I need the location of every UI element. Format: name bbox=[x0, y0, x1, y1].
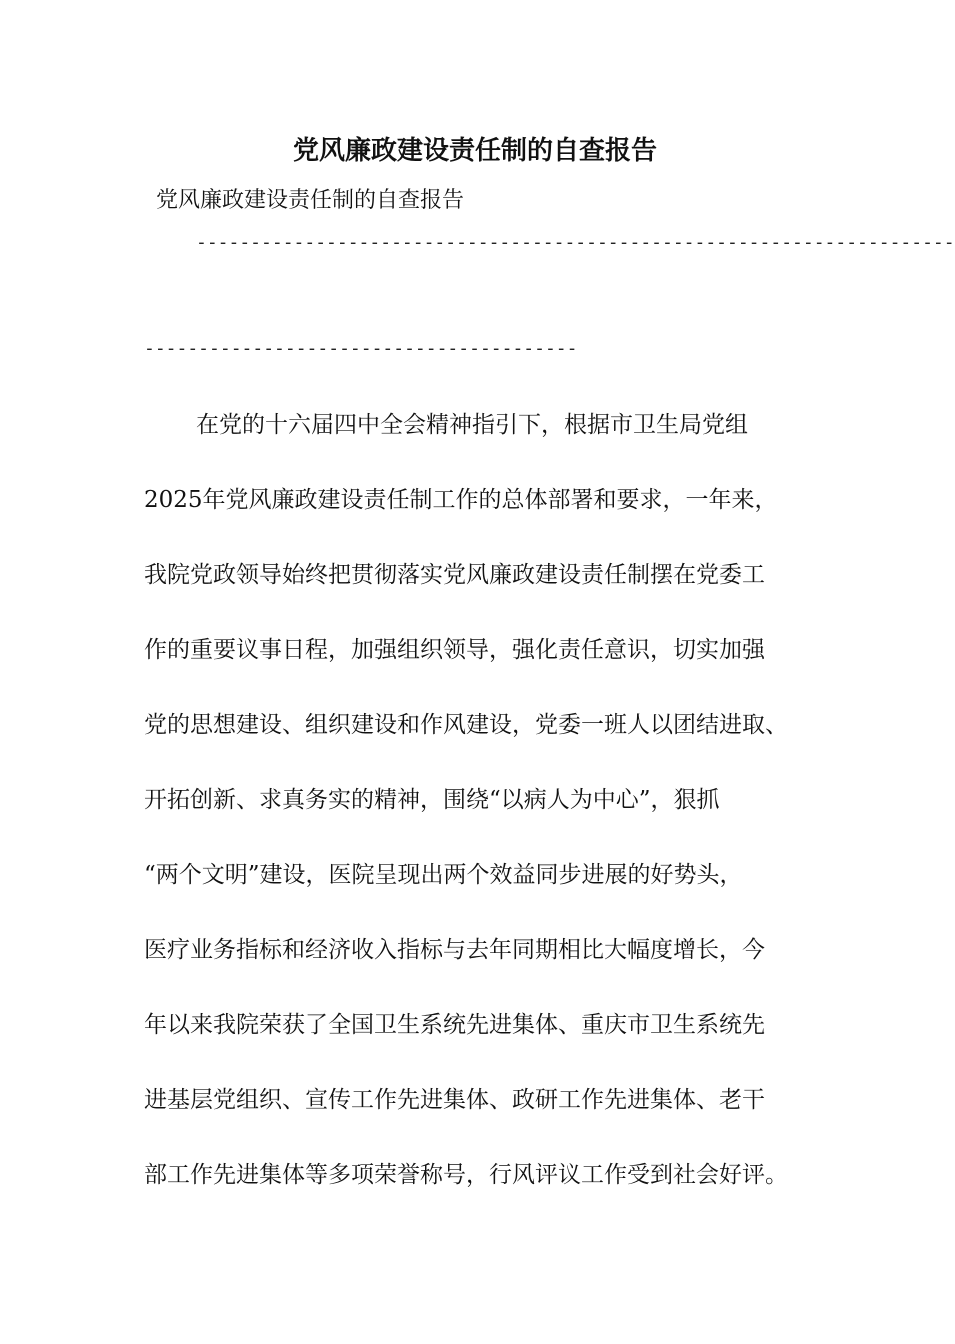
paragraph-line: 年以来我院荣获了全国卫生系统先进集体、重庆市卫生系统先 bbox=[144, 1012, 765, 1038]
paragraph-line: 作的重要议事日程，加强组织领导，强化责任意识，切实加强 bbox=[144, 637, 765, 663]
paragraph-line: “两个文明”建设，医院呈现出两个效益同步进展的好势头， bbox=[144, 862, 743, 888]
paragraph-line: 开拓创新、求真务实的精神，围绕“以病人为中心”，狠抓 bbox=[144, 787, 720, 813]
paragraph-line: 党的思想建设、组织建设和作风建设，党委一班人以团结进取、 bbox=[144, 712, 788, 738]
paragraph-line: 部工作先进集体等多项荣誉称号，行风评议工作受到社会好评。 bbox=[144, 1162, 788, 1188]
paragraph-line: 我院党政领导始终把贯彻落实党风廉政建设责任制摆在党委工 bbox=[144, 562, 765, 588]
paragraph-line: 医疗业务指标和经济收入指标与去年同期相比大幅度增长，今 bbox=[144, 937, 765, 963]
paragraph-line: 在党的十六届四中全会精神指引下，根据市卫生局党组 bbox=[196, 412, 748, 438]
document-subtitle: 党风廉政建设责任制的自查报告 bbox=[156, 188, 465, 213]
paragraph-line: 进基层党组织、宣传工作先进集体、政研工作先进集体、老干 bbox=[144, 1087, 765, 1113]
document-title: 党风廉政建设责任制的自查报告 bbox=[292, 136, 657, 166]
separator-line: ---------------------------------------------------------------------- bbox=[196, 232, 955, 253]
separator-line: ---------------------------------------- bbox=[144, 338, 578, 359]
paragraph-line: 2025年党风廉政建设责任制工作的总体部署和要求，一年来， bbox=[144, 487, 778, 513]
